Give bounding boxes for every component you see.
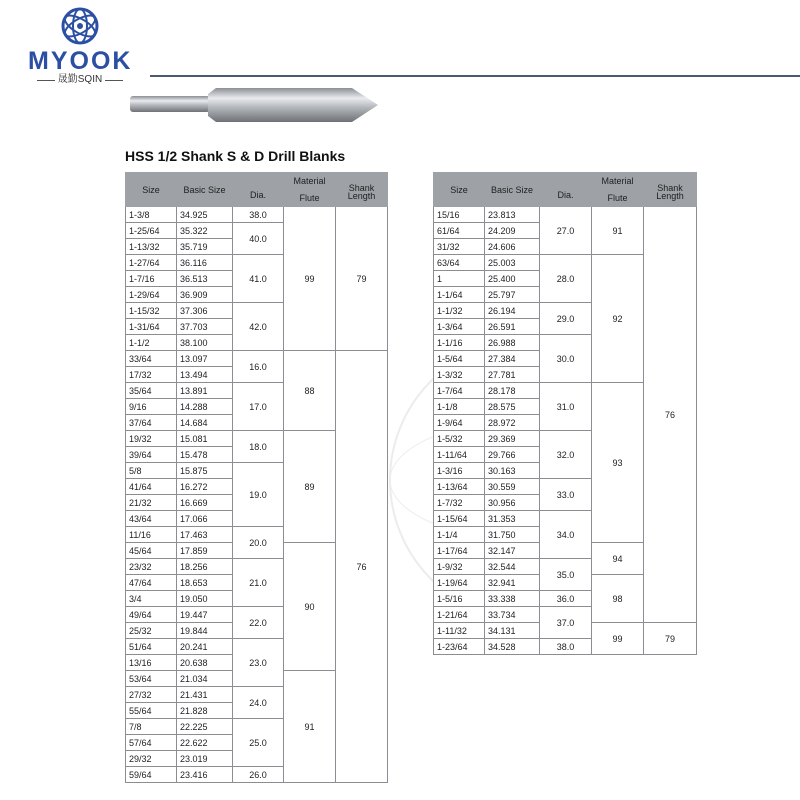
flute-cell: 98: [592, 575, 644, 623]
header-shank-length: [644, 173, 697, 207]
drill-spec-table-right: [433, 172, 697, 655]
size-cell: 1-11/64: [434, 447, 485, 463]
size-cell: 1-21/64: [434, 607, 485, 623]
basic-size-cell: 19.447: [177, 607, 233, 623]
flute-cell: 92: [592, 255, 644, 383]
basic-size-cell: 29.369: [485, 431, 540, 447]
size-cell: 43/64: [126, 511, 177, 527]
size-cell: 1-9/32: [434, 559, 485, 575]
dia-cell: 16.0: [233, 351, 284, 383]
size-cell: 1: [434, 271, 485, 287]
basic-size-cell: 24.606: [485, 239, 540, 255]
dia-cell: 29.0: [540, 303, 592, 335]
size-cell: 41/64: [126, 479, 177, 495]
size-cell: 1-15/64: [434, 511, 485, 527]
flute-cell: 91: [592, 207, 644, 255]
basic-size-cell: 17.066: [177, 511, 233, 527]
basic-size-cell: 21.431: [177, 687, 233, 703]
drill-bit-image: [120, 84, 390, 126]
size-cell: 21/32: [126, 495, 177, 511]
basic-size-cell: 13.097: [177, 351, 233, 367]
basic-size-cell: 18.653: [177, 575, 233, 591]
basic-size-cell: 31.750: [485, 527, 540, 543]
dia-cell: 33.0: [540, 479, 592, 511]
size-cell: 1-3/16: [434, 463, 485, 479]
dia-cell: 32.0: [540, 431, 592, 479]
size-cell: 1-5/64: [434, 351, 485, 367]
size-cell: 59/64: [126, 767, 177, 783]
header-basic-size: Basic Size: [485, 173, 540, 207]
basic-size-cell: 13.891: [177, 383, 233, 399]
header-length: Length: [347, 190, 376, 201]
size-cell: 1-27/64: [126, 255, 177, 271]
header-shank-length: [336, 173, 388, 207]
size-cell: 1-3/32: [434, 367, 485, 383]
basic-size-cell: 15.478: [177, 447, 233, 463]
basic-size-cell: 35.719: [177, 239, 233, 255]
size-cell: 37/64: [126, 415, 177, 431]
basic-size-cell: 25.797: [485, 287, 540, 303]
shank-cell: 76: [336, 351, 388, 783]
flute-cell: 99: [284, 207, 336, 351]
size-cell: 1-1/8: [434, 399, 485, 415]
basic-size-cell: 28.972: [485, 415, 540, 431]
size-cell: 19/32: [126, 431, 177, 447]
dia-cell: 38.0: [233, 207, 284, 223]
basic-size-cell: 23.019: [177, 751, 233, 767]
size-cell: 23/32: [126, 559, 177, 575]
globe-logo-icon: [57, 6, 103, 46]
flute-cell: 94: [592, 543, 644, 575]
basic-size-cell: 36.513: [177, 271, 233, 287]
flute-cell: 88: [284, 351, 336, 431]
size-cell: 7/8: [126, 719, 177, 735]
basic-size-cell: 21.828: [177, 703, 233, 719]
size-cell: 31/32: [434, 239, 485, 255]
brand-subtitle: [28, 74, 132, 86]
basic-size-cell: 23.416: [177, 767, 233, 783]
basic-size-cell: 23.813: [485, 207, 540, 223]
size-cell: 27/32: [126, 687, 177, 703]
dia-cell: 20.0: [233, 527, 284, 559]
dia-cell: 36.0: [540, 591, 592, 607]
basic-size-cell: 16.669: [177, 495, 233, 511]
basic-size-cell: 21.034: [177, 671, 233, 687]
header-length: Length: [656, 190, 684, 201]
dia-cell: 25.0: [233, 719, 284, 767]
dia-cell: 17.0: [233, 383, 284, 431]
shank-cell: 79: [336, 207, 388, 351]
header-dia: Dia.: [233, 173, 284, 207]
size-cell: 1-7/64: [434, 383, 485, 399]
size-cell: 1-7/32: [434, 495, 485, 511]
basic-size-cell: 32.941: [485, 575, 540, 591]
dia-cell: 41.0: [233, 255, 284, 303]
size-cell: 1-25/64: [126, 223, 177, 239]
dia-cell: 38.0: [540, 639, 592, 655]
size-cell: 1-31/64: [126, 319, 177, 335]
size-cell: 1-23/64: [434, 639, 485, 655]
size-cell: 1-1/2: [126, 335, 177, 351]
brand-name: MYOOK: [28, 47, 133, 75]
dia-cell: 28.0: [540, 255, 592, 303]
dia-cell: 31.0: [540, 383, 592, 431]
size-cell: 13/16: [126, 655, 177, 671]
basic-size-cell: 13.494: [177, 367, 233, 383]
dia-cell: 23.0: [233, 639, 284, 687]
header-size: Size: [434, 173, 485, 207]
header-shank: Shank: [348, 182, 375, 193]
header-flute: Flute: [592, 190, 644, 207]
shank-cell: 76: [644, 207, 697, 623]
basic-size-cell: 38.100: [177, 335, 233, 351]
table-row: [126, 351, 388, 367]
size-cell: 1-1/32: [434, 303, 485, 319]
size-cell: 1-1/16: [434, 335, 485, 351]
basic-size-cell: 27.384: [485, 351, 540, 367]
header-basic-size: Basic Size: [177, 173, 233, 207]
basic-size-cell: 30.163: [485, 463, 540, 479]
basic-size-cell: 22.622: [177, 735, 233, 751]
page-title: HSS 1/2 Shank S & D Drill Blanks: [125, 148, 346, 164]
drill-spec-table-left: [125, 172, 388, 783]
size-cell: 17/32: [126, 367, 177, 383]
basic-size-cell: 37.306: [177, 303, 233, 319]
size-cell: 55/64: [126, 703, 177, 719]
flute-cell: 90: [284, 543, 336, 671]
size-cell: 53/64: [126, 671, 177, 687]
size-cell: 1-19/64: [434, 575, 485, 591]
basic-size-cell: 20.241: [177, 639, 233, 655]
size-cell: 9/16: [126, 399, 177, 415]
basic-size-cell: 20.638: [177, 655, 233, 671]
size-cell: 1-13/32: [126, 239, 177, 255]
basic-size-cell: 25.003: [485, 255, 540, 271]
size-cell: 1-5/16: [434, 591, 485, 607]
dia-cell: 34.0: [540, 511, 592, 559]
size-cell: 63/64: [434, 255, 485, 271]
size-cell: 33/64: [126, 351, 177, 367]
size-cell: 1-3/64: [434, 319, 485, 335]
basic-size-cell: 30.956: [485, 495, 540, 511]
basic-size-cell: 26.194: [485, 303, 540, 319]
basic-size-cell: 28.575: [485, 399, 540, 415]
dia-cell: 18.0: [233, 431, 284, 463]
size-cell: 49/64: [126, 607, 177, 623]
size-cell: 29/32: [126, 751, 177, 767]
size-cell: 45/64: [126, 543, 177, 559]
dia-cell: 40.0: [233, 223, 284, 255]
dia-cell: 22.0: [233, 607, 284, 639]
basic-size-cell: 25.400: [485, 271, 540, 287]
size-cell: 1-1/4: [434, 527, 485, 543]
flute-cell: 93: [592, 383, 644, 543]
size-cell: 1-1/64: [434, 287, 485, 303]
dia-cell: 27.0: [540, 207, 592, 255]
size-cell: 1-9/64: [434, 415, 485, 431]
header-material: Material: [284, 173, 336, 190]
header-dia: Dia.: [540, 173, 592, 207]
header-flute: Flute: [284, 190, 336, 207]
brand-logo: [28, 6, 132, 86]
basic-size-cell: 16.272: [177, 479, 233, 495]
size-cell: 61/64: [434, 223, 485, 239]
dia-cell: 24.0: [233, 687, 284, 719]
size-cell: 1-7/16: [126, 271, 177, 287]
basic-size-cell: 29.766: [485, 447, 540, 463]
dia-cell: 30.0: [540, 335, 592, 383]
basic-size-cell: 18.256: [177, 559, 233, 575]
size-cell: 51/64: [126, 639, 177, 655]
basic-size-cell: 32.544: [485, 559, 540, 575]
size-cell: 1-13/64: [434, 479, 485, 495]
size-cell: 3/4: [126, 591, 177, 607]
basic-size-cell: 22.225: [177, 719, 233, 735]
brand-subtitle-text: 晟勤SQIN: [57, 74, 103, 85]
basic-size-cell: 30.559: [485, 479, 540, 495]
size-cell: 11/16: [126, 527, 177, 543]
shank-cell: 79: [644, 623, 697, 655]
basic-size-cell: 24.209: [485, 223, 540, 239]
basic-size-cell: 27.781: [485, 367, 540, 383]
dia-cell: 35.0: [540, 559, 592, 591]
basic-size-cell: 17.859: [177, 543, 233, 559]
dia-cell: 26.0: [233, 767, 284, 783]
basic-size-cell: 33.734: [485, 607, 540, 623]
basic-size-cell: 35.322: [177, 223, 233, 239]
basic-size-cell: 15.081: [177, 431, 233, 447]
basic-size-cell: 15.875: [177, 463, 233, 479]
size-cell: 1-3/8: [126, 207, 177, 223]
dia-cell: 42.0: [233, 303, 284, 351]
basic-size-cell: 36.116: [177, 255, 233, 271]
basic-size-cell: 17.463: [177, 527, 233, 543]
basic-size-cell: 26.591: [485, 319, 540, 335]
dia-cell: 37.0: [540, 607, 592, 639]
flute-cell: 89: [284, 431, 336, 543]
size-cell: 15/16: [434, 207, 485, 223]
flute-cell: 91: [284, 671, 336, 783]
table-row: [434, 207, 697, 223]
table-row: [126, 207, 388, 223]
basic-size-cell: 34.925: [177, 207, 233, 223]
basic-size-cell: 33.338: [485, 591, 540, 607]
header-rule: [150, 75, 800, 77]
basic-size-cell: 31.353: [485, 511, 540, 527]
size-cell: 1-11/32: [434, 623, 485, 639]
size-cell: 47/64: [126, 575, 177, 591]
size-cell: 1-29/64: [126, 287, 177, 303]
basic-size-cell: 26.988: [485, 335, 540, 351]
basic-size-cell: 37.703: [177, 319, 233, 335]
size-cell: 1-17/64: [434, 543, 485, 559]
basic-size-cell: 14.684: [177, 415, 233, 431]
size-cell: 1-5/32: [434, 431, 485, 447]
size-cell: 5/8: [126, 463, 177, 479]
basic-size-cell: 36.909: [177, 287, 233, 303]
size-cell: 35/64: [126, 383, 177, 399]
basic-size-cell: 34.528: [485, 639, 540, 655]
dia-cell: 21.0: [233, 559, 284, 607]
basic-size-cell: 14.288: [177, 399, 233, 415]
basic-size-cell: 19.844: [177, 623, 233, 639]
header-shank: Shank: [657, 182, 683, 193]
size-cell: 57/64: [126, 735, 177, 751]
basic-size-cell: 19.050: [177, 591, 233, 607]
dia-cell: 19.0: [233, 463, 284, 527]
header-size: Size: [126, 173, 177, 207]
size-cell: 25/32: [126, 623, 177, 639]
size-cell: 39/64: [126, 447, 177, 463]
basic-size-cell: 32.147: [485, 543, 540, 559]
header-material: Material: [592, 173, 644, 190]
flute-cell: 99: [592, 623, 644, 655]
size-cell: 1-15/32: [126, 303, 177, 319]
basic-size-cell: 34.131: [485, 623, 540, 639]
basic-size-cell: 28.178: [485, 383, 540, 399]
